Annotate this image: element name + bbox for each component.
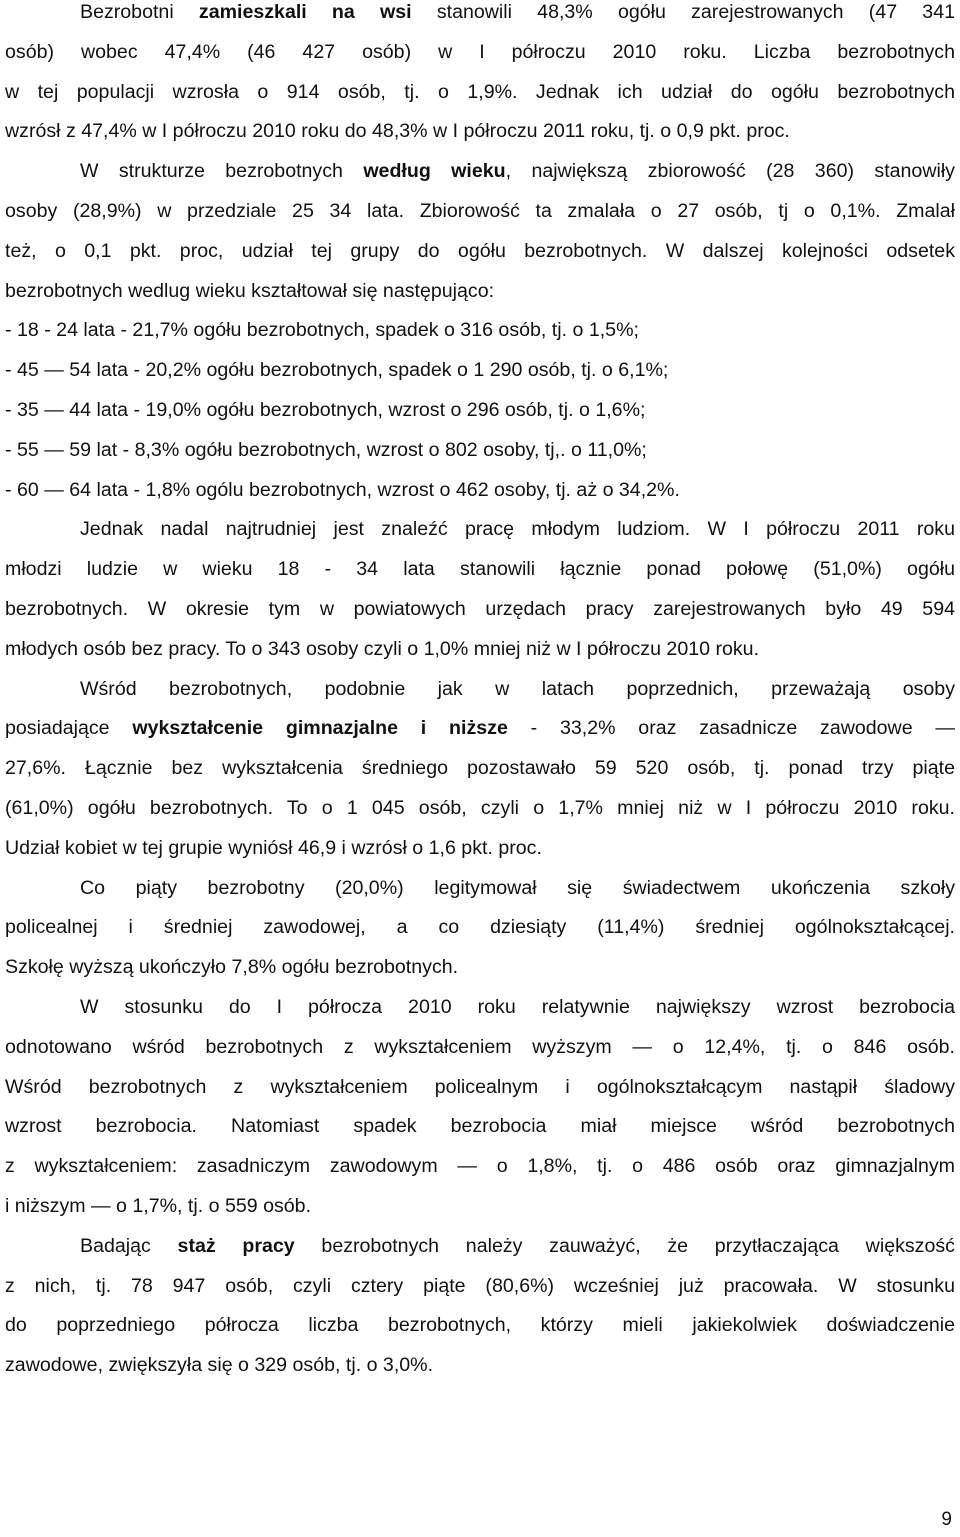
- text-run: bezrobotnych wedlug wieku kształtował się następująco:: [5, 279, 495, 302]
- text-line: [5, 828, 955, 868]
- text-run: - 55 — 59 lat - 8,3% ogółu bezrobotnych, wzrost o 802 osoby, tj,. o 11,0%;: [5, 438, 647, 461]
- text-line: [5, 1305, 955, 1345]
- text-line: [5, 271, 955, 311]
- text-run: i niższym — o 1,7%, tj. o 559 osób.: [5, 1195, 312, 1217]
- text-run: młodzi ludzie w wieku 18 - 34 lata stanowili łącznie ponad połowę (51,0%) ogółu: [5, 558, 955, 581]
- page-number: 9: [941, 1509, 952, 1530]
- text-run: Szkołę wyższą ukończyło 7,8% ogółu bezrobotnych.: [5, 956, 459, 979]
- text-run: 27,6%. Łącznie bez wykształcenia średniego pozostawało 59 520 osób, tj. ponad trzy piąte: [5, 757, 955, 780]
- text-run: - 60 — 64 lata - 1,8% ogólu bezrobotnych, wzrost o 462 osoby, tj. aż o 34,2%.: [5, 478, 680, 501]
- text-run: Jednak nadal najtrudniej jest znaleźć pracę młodym ludziom. W I półroczu 2011 roku: [80, 518, 955, 541]
- text-run: młodych osób bez pracy. To o 343 osoby czyli o 1,0% mniej niż w I półroczu 2010 roku.: [5, 637, 760, 660]
- text-line: [5, 1067, 955, 1107]
- text-line: [5, 788, 955, 828]
- text-line: [5, 1226, 955, 1266]
- text-line: [5, 509, 955, 549]
- text-run: wzrósł z 47,4% w I półroczu 2010 roku do 48,3% w I półroczu 2011 roku, tj. o 0,9 pkt. proc.: [5, 120, 790, 143]
- bold-text: zamieszkali na wsi: [198, 1, 412, 23]
- text-run: Co piąty bezrobotny (20,0%) legitymował się świadectwem ukończenia szkoły: [80, 876, 955, 899]
- text-run: w tej populacji wzrosła o 914 osób, tj. o 1,9%. Jednak ich udział do ogółu bezrobotnych: [5, 80, 955, 103]
- text-line: [5, 1106, 955, 1146]
- text-run: posiadające: [5, 717, 133, 740]
- text-run: policealnej i średniej zawodowej, a co dziesiąty (11,4%) średniej ogólnokształcącej.: [5, 916, 955, 939]
- text-run: odnotowano wśród bezrobotnych z wykształceniem wyższym — o 12,4%, tj. o 846 osób.: [5, 1035, 955, 1058]
- text-line: [5, 708, 955, 748]
- text-line: [5, 1266, 955, 1306]
- text-run: z wykształceniem: zasadniczym zawodowym — o 1,8%, tj. o 486 osób oraz gimnazjalnym: [5, 1155, 955, 1178]
- text-run: (61,0%) ogółu bezrobotnych. To o 1 045 osób, czyli o 1,7% mniej niż w I półroczu 2010 roku.: [5, 797, 955, 819]
- text-run: osób) wobec 47,4% (46 427 osób) w I półroczu 2010 roku. Liczba bezrobotnych: [5, 40, 955, 63]
- text-run: z nich, tj. 78 947 osób, czyli cztery piąte (80,6%) wcześniej już pracowała. W stosunku: [5, 1274, 955, 1297]
- text-run: stanowili 48,3% ogółu zarejestrowanych (47 341: [411, 1, 956, 23]
- text-line: [5, 430, 955, 470]
- text-line: [5, 549, 955, 589]
- text-run: W strukturze bezrobotnych: [80, 160, 364, 183]
- text-line: [5, 589, 955, 629]
- text-line: [5, 390, 955, 430]
- text-line: [5, 1027, 955, 1067]
- text-line: [5, 1146, 955, 1186]
- text-line: [5, 907, 955, 947]
- text-run: osoby (28,9%) w przedziale 25 34 lata. Zbiorowość ta zmalała o 27 osób, tj o 0,1%. Zmalał: [5, 200, 955, 222]
- text-line: [5, 111, 955, 151]
- text-run: Bezrobotni: [80, 1, 199, 23]
- text-line: [5, 151, 955, 191]
- text-run: bezrobotnych należy zauważyć, że przytłaczająca większość: [294, 1234, 955, 1257]
- text-line: [5, 470, 955, 510]
- text-run: też, o 0,1 pkt. proc, udział tej grupy do ogółu bezrobotnych. W dalszej kolejności odsetek: [5, 239, 955, 262]
- text-run: wzrost bezrobocia. Natomiast spadek bezrobocia miał miejsce wśród bezrobotnych: [5, 1115, 955, 1138]
- text-run: zawodowe, zwiększyła się o 329 osób, tj. o 3,0%.: [5, 1354, 434, 1377]
- text-line: [5, 310, 955, 350]
- text-line: [5, 72, 955, 112]
- bold-text: staż pracy: [177, 1234, 295, 1257]
- text-line: [5, 191, 955, 231]
- text-line: [5, 868, 955, 908]
- text-run: - 45 — 54 lata - 20,2% ogółu bezrobotnych, spadek o 1 290 osób, tj. o 6,1%;: [5, 359, 669, 382]
- text-run: Wśród bezrobotnych, podobnie jak w latach poprzednich, przeważają osoby: [80, 677, 955, 700]
- text-line: [5, 1345, 955, 1385]
- text-line: [5, 947, 955, 987]
- bold-text: według wieku: [363, 160, 506, 183]
- text-run: do poprzedniego półrocza liczba bezrobotnych, którzy mieli jakiekolwiek doświadczenie: [5, 1314, 955, 1337]
- text-run: W stosunku do I półrocza 2010 roku relatywnie największy wzrost bezrobocia: [80, 996, 955, 1018]
- text-run: bezrobotnych. W okresie tym w powiatowych urzędach pracy zarejestrowanych było 49 594: [5, 598, 955, 620]
- text-run: - 33,2% oraz zasadnicze zawodowe —: [507, 717, 955, 740]
- text-line: [5, 0, 955, 32]
- text-run: - 18 - 24 lata - 21,7% ogółu bezrobotnych, spadek o 316 osób, tj. o 1,5%;: [5, 319, 639, 342]
- text-line: [5, 32, 955, 72]
- text-line: [5, 231, 955, 271]
- text-line: [5, 1186, 955, 1226]
- text-line: [5, 669, 955, 709]
- text-line: [5, 987, 955, 1027]
- text-run: , największą zbiorowość (28 360) stanowiły: [505, 160, 955, 183]
- text-line: [5, 629, 955, 669]
- text-run: - 35 — 44 lata - 19,0% ogółu bezrobotnych, wzrost o 296 osób, tj. o 1,6%;: [5, 399, 646, 421]
- text-line: [5, 350, 955, 390]
- text-line: [5, 748, 955, 788]
- text-run: Udział kobiet w tej grupie wyniósł 46,9 i wzrósł o 1,6 pkt. proc.: [5, 836, 542, 859]
- text-run: Wśród bezrobotnych z wykształceniem policealnym i ogólnokształcącym nastąpił śladowy: [5, 1075, 955, 1098]
- text-run: Badając: [80, 1234, 178, 1257]
- bold-text: wykształcenie gimnazjalne i niższe: [132, 717, 508, 740]
